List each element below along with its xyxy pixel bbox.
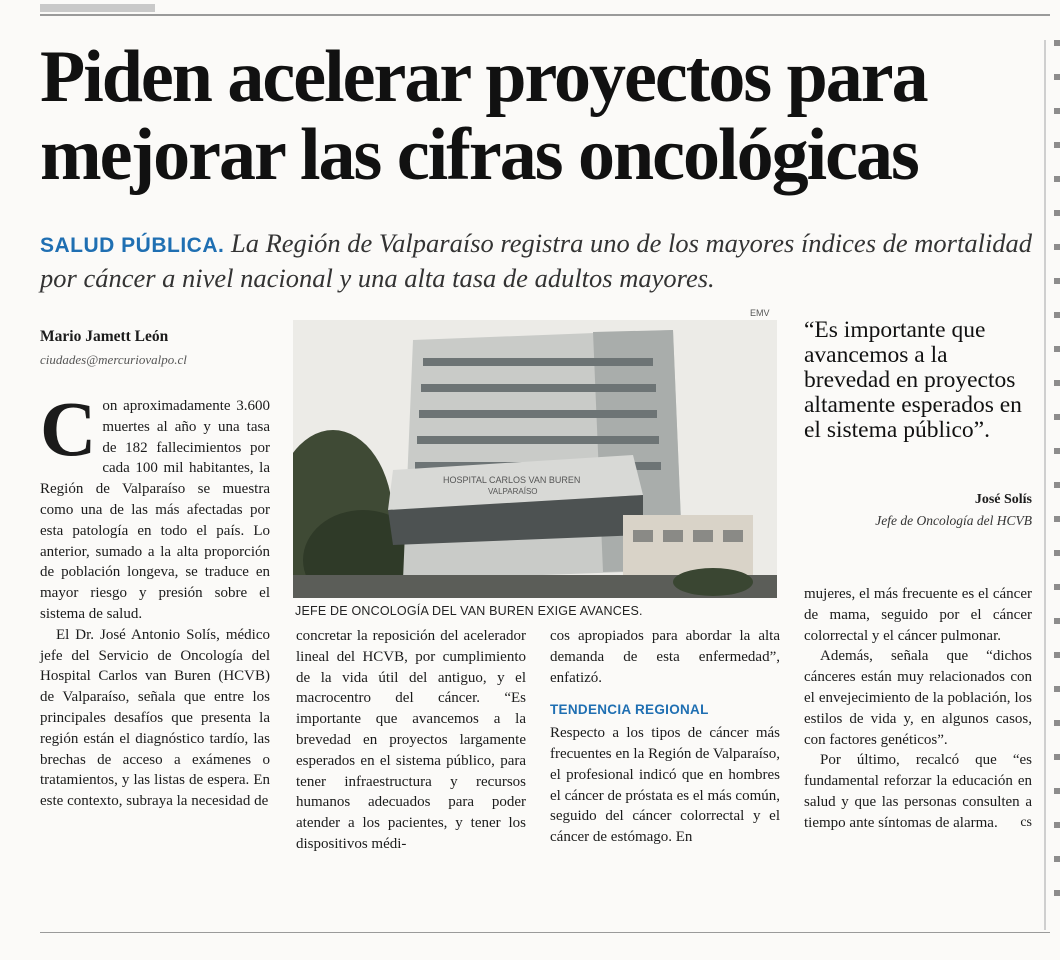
body-column-2 [296,626,526,855]
paragraph: Además, señala que “dichos cánceres están muy relacionados con el envejecimiento de la población, los estilos de vida y, en algunos casos, con factores genéticos”. [804,648,1032,748]
pull-quote-role: Jefe de Oncología del HCVB [875,513,1032,528]
photo-credit: EMV [750,308,770,318]
drop-cap: C [40,385,97,472]
body-column-3 [550,626,780,848]
hospital-building-illustration [293,320,777,598]
body-column-1 [40,385,270,812]
deck [40,227,1040,295]
paragraph: El Dr. José Antonio Solís, médico jefe del Servicio de Oncología del Hospital Carlos van Buren (HCVB) de Valparaíso, señala que entre los principales desafíos que presenta la región están el diagnóstico tardío, las brechas de acceso a exámenes o tratamientos, y las listas de espera. En este contexto, subraya la necesidad de [40,626,270,810]
paragraph: Respecto a los tipos de cáncer más frecuentes en la Región de Valparaíso, el profesional indicó que en hombres el cáncer de próstata es el más común, seguido del cáncer colorrectal y el cáncer de estómago. En [550,725,780,846]
top-decoration [40,4,155,12]
paragraph: concretar la reposición del acelerador lineal del HCVB, por cumplimiento de la vida útil del antiguo, y el macrocentro del cáncer. “Es importante que avancemos a la brevedad en proyectos largamente esperados en el sistema público, para tener infraestructura y recursos humanos adecuados para poder atender a los pacientes, y tener los dispositivos médi- [296,628,526,852]
body-column-4 [804,584,1032,834]
hospital-photo [293,320,777,598]
byline-author: Mario Jamett León [40,328,169,345]
paragraph: cos apropiados para abordar la alta demanda de esta enfermedad”, enfatizó. [550,628,780,686]
pull-quote: “Es importante que avancemos a la brevedad en proyectos altamente esperados en el sistema público”. [804,317,1022,443]
building-sign-line-2: VALPARAÍSO [488,487,538,496]
end-mark: cs [1020,814,1032,830]
top-rule [40,14,1050,16]
headline: Piden acelerar proyectos para mejorar las cifras oncológicas [40,36,927,196]
deck-text: La Región de Valparaíso registra uno de los mayores índices de mortalidad por cáncer a nivel nacional y una alta tasa de adultos mayores. [40,228,1033,293]
paragraph: mujeres, el más frecuente es el cáncer de mama, seguido por el cáncer colorrectal y el cáncer pulmonar. [804,586,1032,644]
byline-email[interactable]: ciudades@mercuriovalpo.cl [40,352,187,367]
bottom-rule [40,932,1050,933]
adjacent-article-edge [1054,40,1060,920]
deck-kicker: SALUD PÚBLICA. [40,234,225,257]
lead-paragraph: Con aproximadamente 3.600 muertes al año y una tasa de 182 fallecimientos por cada 100 mil habitantes, la Región de Valparaíso se muestra como una de las más afectadas por esta patología en todo el país. Lo anterior, sumado a la alta proporción de población longeva, se traduce en mayor riesgo y presión sobre el sistema de salud. [40,385,270,622]
pull-quote-name: José Solís [974,492,1032,507]
building-sign-line-1: HOSPITAL CARLOS VAN BUREN [443,475,581,485]
paragraph: Por último, recalcó que “es fundamental reforzar la educación en salud y que las personas consulten a tiempo ante síntomas de alarma. cs [804,750,1032,833]
column-divider [1044,40,1046,930]
section-subhead: TENDENCIA REGIONAL [550,702,709,718]
photo-caption: JEFE DE ONCOLOGÍA DEL VAN BUREN EXIGE AVANCES. [295,604,643,618]
